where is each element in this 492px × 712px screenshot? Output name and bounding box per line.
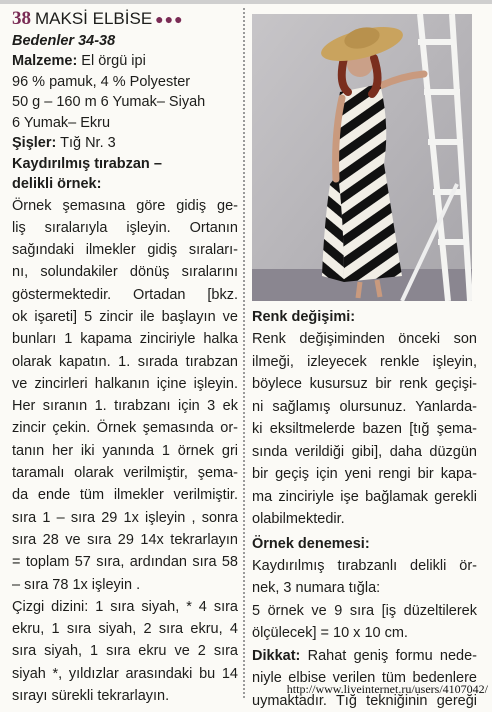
paragraph-line: ni sağlamış olursunuz. Yanlarda- — [252, 396, 477, 419]
needles-line — [12, 133, 238, 154]
instruction-line: taramalı olarak verilmiştir, şema- — [12, 462, 238, 484]
instruction-line: tanın her iki yanında 1 örnek gri — [12, 440, 238, 462]
paragraph-line: niyle elbise verilen tüm bedenlere — [252, 667, 477, 690]
difficulty-dots: ●●● — [155, 11, 183, 27]
paragraph-line: ki eksiltmelerde bazen [tığ şema- — [252, 418, 477, 441]
pattern-number: 38 — [12, 8, 31, 29]
note-first-line — [252, 645, 477, 668]
pattern-instructions — [12, 195, 238, 708]
right-column — [252, 306, 477, 712]
material-value: El örgü ipi — [77, 53, 146, 69]
paragraph-line: nek, 3 numara tığla: — [252, 577, 477, 600]
instruction-line: göstermektedir. Ortadan [bkz. — [12, 284, 238, 306]
section-title-line-1: Kaydırılmış tırabzan – — [12, 154, 238, 175]
column-divider — [243, 8, 245, 698]
instruction-line: ekru, 1 sıra siyah, 2 sıra ekru, 4 — [12, 618, 238, 640]
needles-value: Tığ Nr. 3 — [56, 135, 115, 151]
instruction-line: sağındaki ilmekler gidiş sıraları- — [12, 239, 238, 261]
instruction-line: nı, solundakiler dönüş sıralarını — [12, 261, 238, 283]
material-detail-1: 96 % pamuk, 4 % Polyester — [12, 72, 238, 93]
instruction-line: siyah *, yıldızlar arasındaki bu 14 — [12, 663, 238, 685]
instruction-line: sıra 1 – sıra 29 1x işleyin , sonra — [12, 507, 238, 529]
paragraph-line: ilmeği, izleyecek renkle işleyin, — [252, 351, 477, 374]
section-title-line-2: delikli örnek: — [12, 174, 238, 195]
material-line — [12, 51, 238, 72]
instruction-line: olarak kapatın. 1. sırada tırabzan — [12, 351, 238, 373]
instruction-line: ve zincirleri halkanın içine işleyin. — [12, 373, 238, 395]
paragraph-line: ma zinciriyle işe bağlamak gerekli — [252, 486, 477, 509]
model-photo — [252, 14, 472, 301]
instruction-line: ok işareti] 5 zincir ile başlayın ve — [12, 306, 238, 328]
note-text — [252, 645, 477, 712]
instruction-line: sıra 28 ve sıra 29 14x tekrarlayın — [12, 529, 238, 551]
paragraph-line: Kaydırılmış tırabzanlı delikli ör- — [252, 555, 477, 578]
color-change-text — [252, 328, 477, 531]
note-first-text: Rahat geniş formu nede- — [300, 648, 477, 664]
sample-text — [252, 555, 477, 645]
instruction-line: zincir çekin. Örnek şemasında or- — [12, 417, 238, 439]
color-change-title: Renk değişimi: — [252, 306, 477, 328]
instruction-line: Örnek şemasına göre gidiş ge- — [12, 195, 238, 217]
instruction-line: liş sıralarıyla işleyin. Ortanın — [12, 217, 238, 239]
note-label: Dikkat: — [252, 648, 300, 664]
material-detail-3: 6 Yumak– Ekru — [12, 113, 238, 134]
material-detail-2: 50 g – 160 m 6 Yumak– Siyah — [12, 92, 238, 113]
paragraph-line: olabilmektedir. — [252, 508, 477, 531]
material-label: Malzeme: — [12, 53, 77, 69]
pattern-title — [12, 8, 238, 30]
instruction-line: – sıra 78 1x işleyin . — [12, 574, 238, 596]
source-url[interactable]: http://www.liveinternet.ru/users/4107042/ — [287, 682, 488, 697]
instruction-line: Her sıranın 1. tırabzanı için 3 ek — [12, 395, 238, 417]
instruction-line: bunları 1 kapama zinciriyle halka — [12, 328, 238, 350]
instruction-line: sırayı sürekli tekrarlayın. — [12, 685, 238, 707]
instruction-line: = toplam 57 sıra, ardından sıra 58 — [12, 551, 238, 573]
paragraph-line: ölçülecek] = 10 x 10 cm. — [252, 622, 477, 645]
paragraph-line: Renk değişiminden önceki son — [252, 328, 477, 351]
paragraph-line: 5 örnek ve 9 sıra [iş düzeltilerek — [252, 600, 477, 623]
instruction-line: Çizgi dizini: 1 sıra siyah, * 4 sıra — [12, 596, 238, 618]
sample-title: Örnek denemesi: — [252, 533, 477, 555]
pattern-name: MAKSİ ELBİSE — [35, 9, 152, 28]
left-column — [12, 8, 238, 707]
sizes: Bedenler 34-38 — [12, 31, 238, 51]
top-rule — [0, 0, 492, 4]
paragraph-line: uymaktadır. Tığ tekniğinin gereği — [252, 690, 477, 712]
paragraph-line: sında verildiği gibi], daha düzgün — [252, 441, 477, 464]
needles-label: Şişler: — [12, 135, 56, 151]
instruction-line: da ende tüm ilmekler verilmiştir. — [12, 484, 238, 506]
paragraph-line: böylece kusursuz bir renk geçişi- — [252, 373, 477, 396]
paragraph-line: bir geçiş için yeni rengi bir kapa- — [252, 463, 477, 486]
instruction-line: sıra siyah, 1 sıra ekru ve 2 sıra — [12, 640, 238, 662]
